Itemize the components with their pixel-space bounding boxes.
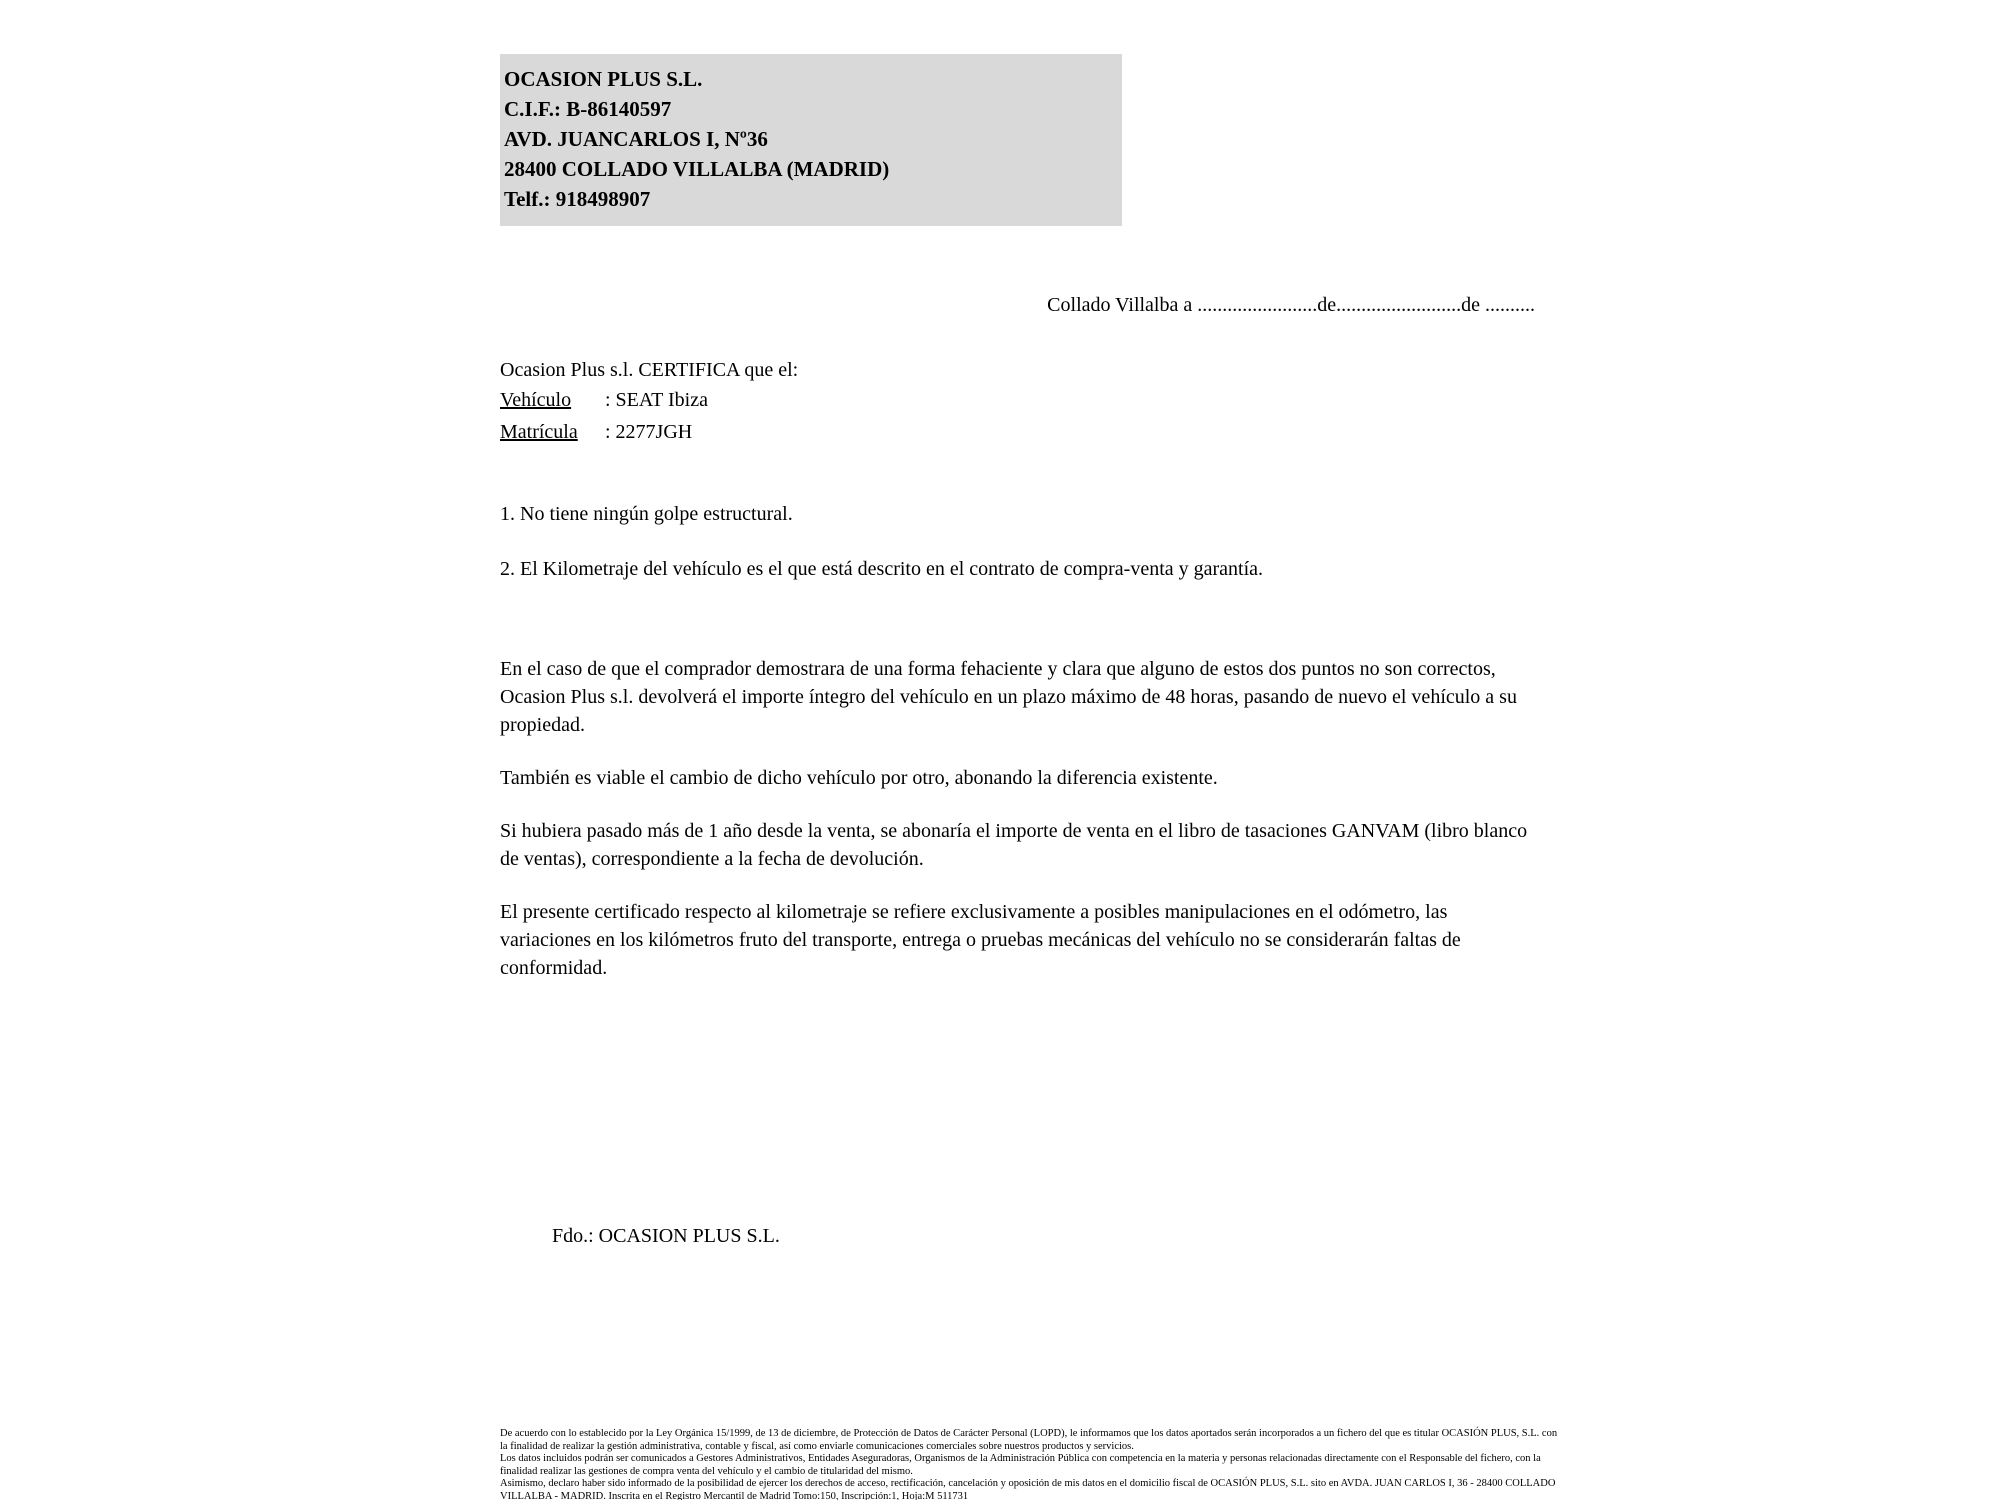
company-address: AVD. JUANCARLOS I, Nº36 [504,127,768,151]
vehicle-value: : SEAT Ibiza [605,389,708,411]
legal-footer-lopd: De acuerdo con lo establecido por la Ley Orgánica 15/1999, de 13 de diciembre, de Protección de Datos de Carácter Personal (LOPD), le informamos que los datos aportados serán incorporados a un fichero del que es titular OCASIÓN PLUS, S.L. con la finalidad de realizar la gestión administrativa, contable y fiscal, así como enviarle comunicaciones comerciales sobre nuestros productos y servicios. [500,1428,1558,1452]
vehicle-label: Vehículo [500,389,572,411]
certify-intro: Ocasion Plus s.l. CERTIFICA que el: [500,359,799,381]
paragraph-odometer: El presente certificado respecto al kilometraje se refiere exclusivamente a posibles manipulaciones en el odómetro, las variaciones en los kilómetros fruto del transporte, entrega o pruebas mecánicas del vehículo no se considerarán faltas de conformidad. [500,901,1461,979]
legal-footer [500,1428,1560,1500]
paragraph-exchange: También es viable el cambio de dicho vehículo por otro, abonando la diferencia existente. [500,767,1218,789]
legal-footer-rights: Asimismo, declaro haber sido informado de la posibilidad de ejercer los derechos de acceso, rectificación, cancelación y oposición de mis datos en el domicilio fiscal de OCASIÓN PLUS, S.L. sito en AVDA. JUAN CARLOS I, 36 - 28400 COLLADO VILLALBA - MADRID. Inscrita en el Registro Mercantil de Madrid Tomo:150, Inscripción:1, Hoja:M 511731 [500,1478,1556,1500]
point-2: 2. El Kilometraje del vehículo es el que está descrito en el contrato de compra-venta y garantía. [500,558,1264,580]
legal-footer-data-sharing: Los datos incluidos podrán ser comunicados a Gestores Administrativos, Entidades Aseguradoras, Organismos de la Administración Pública con competencia en la materia y personas relacionadas directamente con el Responsable del fichero, con la finalidad realizar las gestiones de compra venta del vehículo y el cambio de titularidad del mismo. [500,1453,1541,1477]
date-line: Collado Villalba a ........................de.........................de .......... [1047,294,1535,316]
company-letterhead [500,54,1122,226]
paragraph-refund: En el caso de que el comprador demostrara de una forma fehaciente y clara que alguno de estos dos puntos no son correctos, Ocasion Plus s.l. devolverá el importe íntegro del vehículo en un plazo máximo de 48 horas, pasando de nuevo el vehículo a su propiedad. [500,658,1517,736]
body-paragraphs [500,655,1535,982]
signature-line: Fdo.: OCASION PLUS S.L. [552,1225,780,1247]
company-cif: C.I.F.: B-86140597 [504,97,672,121]
company-phone: Telf.: 918498907 [504,187,651,211]
point-1: 1. No tiene ningún golpe estructural. [500,503,793,525]
vehicle-row [500,384,1535,416]
certified-points [500,500,1535,583]
company-city: 28400 COLLADO VILLALBA (MADRID) [504,157,890,181]
plate-value: : 2277JGH [605,421,693,443]
paragraph-ganvam: Si hubiera pasado más de 1 año desde la venta, se abonaría el importe de venta en el libro de tasaciones GANVAM (libro blanco de ventas), correspondiente a la fecha de devolución. [500,820,1528,870]
plate-row [500,416,1535,448]
plate-label: Matrícula [500,421,578,443]
document-content [500,54,1535,1007]
company-name: OCASION PLUS S.L. [504,67,703,91]
